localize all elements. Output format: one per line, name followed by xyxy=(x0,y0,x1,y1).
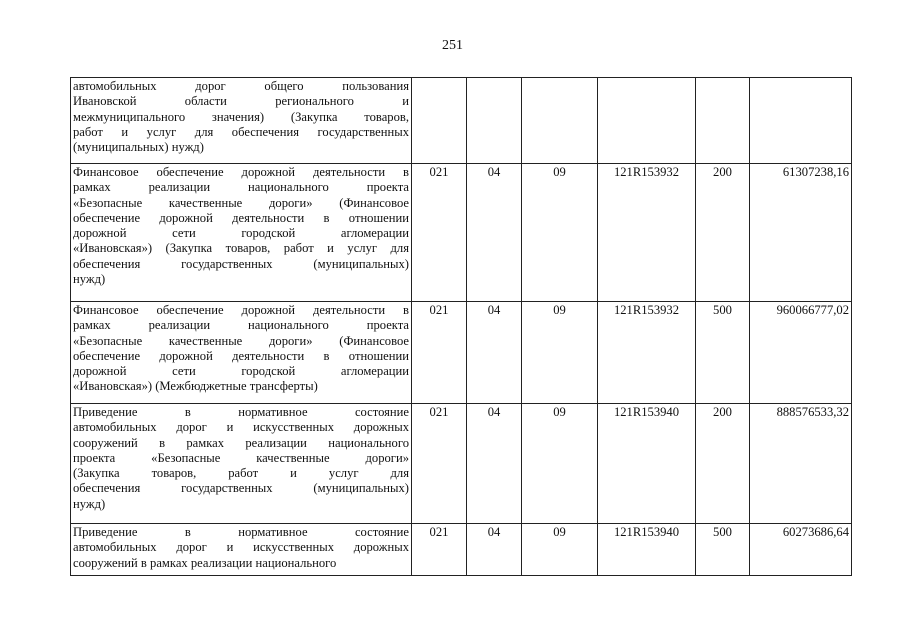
row-description xyxy=(71,164,412,302)
admin-code-cell: 021 xyxy=(412,524,467,576)
section-code-cell: 04 xyxy=(467,302,522,404)
expense-type-cell xyxy=(696,78,750,164)
table-row xyxy=(71,302,852,404)
table-row xyxy=(71,524,852,576)
admin-code-cell: 021 xyxy=(412,164,467,302)
expense-type-cell: 200 xyxy=(696,164,750,302)
description-line: автомобильных дорог и искусственных дорожных xyxy=(73,420,409,435)
subsection-code-cell: 09 xyxy=(522,164,598,302)
budget-table xyxy=(70,77,852,576)
description-line: Приведение в нормативное состояние xyxy=(73,525,409,539)
section-code-cell: 04 xyxy=(467,404,522,524)
subsection-code-cell: 09 xyxy=(522,302,598,404)
description-line: (Закупка товаров, работ и услуг для xyxy=(73,466,409,481)
row-description xyxy=(71,78,412,164)
target-article-cell: 121R153940 xyxy=(598,404,696,524)
description-line: «Ивановская») (Закупка товаров, работ и услуг для xyxy=(73,241,409,256)
expense-type-cell: 500 xyxy=(696,524,750,576)
description-line: дорожной сети городской агломерации xyxy=(73,364,409,379)
section-code-cell: 04 xyxy=(467,524,522,576)
description-line: обеспечения государственных (муниципальных) xyxy=(73,256,409,271)
page-number: 251 xyxy=(442,38,463,53)
admin-code-cell: 021 xyxy=(412,302,467,404)
subsection-code-cell: 09 xyxy=(522,524,598,576)
description-line: «Ивановская») (Межбюджетные трансферты) xyxy=(73,379,318,394)
subsection-code-cell xyxy=(522,78,598,164)
description-line: обеспечение дорожной деятельности в отношении xyxy=(73,348,409,363)
description-line: дорожной сети городской агломерации xyxy=(73,226,409,241)
amount-cell xyxy=(750,78,852,164)
target-article-cell: 121R153932 xyxy=(598,164,696,302)
description-line: Финансовое обеспечение дорожной деятельности в xyxy=(73,165,409,179)
row-description xyxy=(71,302,412,404)
description-line: проекта «Безопасные качественные дороги» xyxy=(73,450,409,465)
table-row xyxy=(71,164,852,302)
amount-cell: 60273686,64 xyxy=(750,524,852,576)
description-line: сооружений в рамках реализации национального xyxy=(73,555,337,570)
description-line: (муниципальных) нужд) xyxy=(73,140,204,155)
description-line: обеспечение дорожной деятельности в отношении xyxy=(73,210,409,225)
table-row xyxy=(71,78,852,164)
row-description xyxy=(71,404,412,524)
section-code-cell: 04 xyxy=(467,164,522,302)
description-line: работ и услуг для обеспечения государственных xyxy=(73,124,409,139)
description-line: рамках реализации национального проекта xyxy=(73,318,409,333)
description-line: «Безопасные качественные дороги» (Финансовое xyxy=(73,333,409,348)
section-code-cell xyxy=(467,78,522,164)
description-line: автомобильных дорог и искусственных дорожных xyxy=(73,540,409,555)
description-line: обеспечения государственных (муниципальных) xyxy=(73,481,409,496)
description-line: рамках реализации национального проекта xyxy=(73,180,409,195)
description-line: автомобильных дорог общего пользования xyxy=(73,79,409,93)
subsection-code-cell: 09 xyxy=(522,404,598,524)
target-article-cell: 121R153940 xyxy=(598,524,696,576)
table-row xyxy=(71,404,852,524)
description-line: сооружений в рамках реализации национального xyxy=(73,435,409,450)
description-line: нужд) xyxy=(73,272,106,287)
expense-type-cell: 200 xyxy=(696,404,750,524)
row-description xyxy=(71,524,412,576)
admin-code-cell: 021 xyxy=(412,404,467,524)
amount-cell: 960066777,02 xyxy=(750,302,852,404)
target-article-cell: 121R153932 xyxy=(598,302,696,404)
expense-type-cell: 500 xyxy=(696,302,750,404)
description-line: «Безопасные качественные дороги» (Финансовое xyxy=(73,195,409,210)
description-line: Приведение в нормативное состояние xyxy=(73,405,409,419)
description-line: Ивановской области регионального и xyxy=(73,94,409,109)
amount-cell: 888576533,32 xyxy=(750,404,852,524)
amount-cell: 61307238,16 xyxy=(750,164,852,302)
description-line: Финансовое обеспечение дорожной деятельности в xyxy=(73,303,409,317)
target-article-cell xyxy=(598,78,696,164)
description-line: нужд) xyxy=(73,496,106,511)
description-line: межмуниципального значения) (Закупка товаров, xyxy=(73,109,409,124)
admin-code-cell xyxy=(412,78,467,164)
